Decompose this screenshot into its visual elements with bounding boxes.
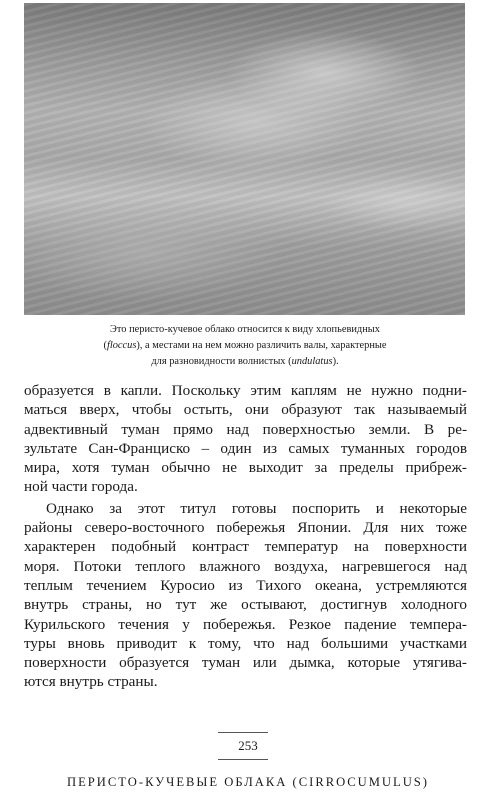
caption-line: (floccus), а местами на нем можно различить валы, характерные: [103, 340, 387, 351]
body-text: [24, 381, 467, 692]
page-number: 253: [238, 738, 258, 753]
text-line: поверхности образуется туман или дымка, которые утягива-: [24, 654, 467, 672]
page-number-rule-bottom: [218, 759, 268, 760]
text-line: образуется в капли. Поскольку этим каплям не нужно подни-: [24, 382, 467, 399]
caption-line: для разновидности волнистых (undulatus).: [151, 356, 339, 367]
text-line: ной части города.: [24, 478, 138, 496]
caption-line: Это перисто-кучевое облако относится к виду хлопьевидных: [110, 324, 380, 335]
running-footer: ПЕРИСТО-КУЧЕВЫЕ ОБЛАКА (CIRROCUMULUS): [66, 775, 429, 789]
text-line: внутрь страны, но тут же остывают, достигнув холодного: [24, 596, 467, 614]
text-line: маться вверх, чтобы остыть, они образуют так называемый: [24, 401, 467, 419]
text-line: Курильского течения у побережья. Резкое падение темпера-: [24, 615, 467, 633]
text-line: районы северо-восточного побережья Японии. Для них тоже: [24, 519, 467, 537]
text-line: моря. Потоки теплого влажного воздуха, нагревшегося над: [24, 557, 467, 575]
text-line: теплым течением Куросио из Тихого океана, устремляются: [24, 576, 467, 594]
page-number-rule-top: [218, 732, 268, 733]
figure-caption: [50, 322, 440, 370]
text-line: мира, хотя туман обычно не выходит за пределы прибреж-: [24, 459, 467, 477]
text-line: характерен подобный контраст температур на поверхности: [24, 538, 467, 556]
text-line: адвективный туман прямо над поверхностью земли. В ре-: [24, 420, 467, 438]
text-line: зультате Сан-Франциско – один из самых туманных городов: [24, 439, 467, 457]
text-line: туры вновь приводит к тому, что над большими участками: [24, 634, 467, 652]
text-line: Однако за этот титул готовы поспорить и некоторые: [46, 499, 467, 517]
text-line: ются внутрь страны.: [24, 673, 158, 691]
cloud-photo: [24, 3, 465, 315]
